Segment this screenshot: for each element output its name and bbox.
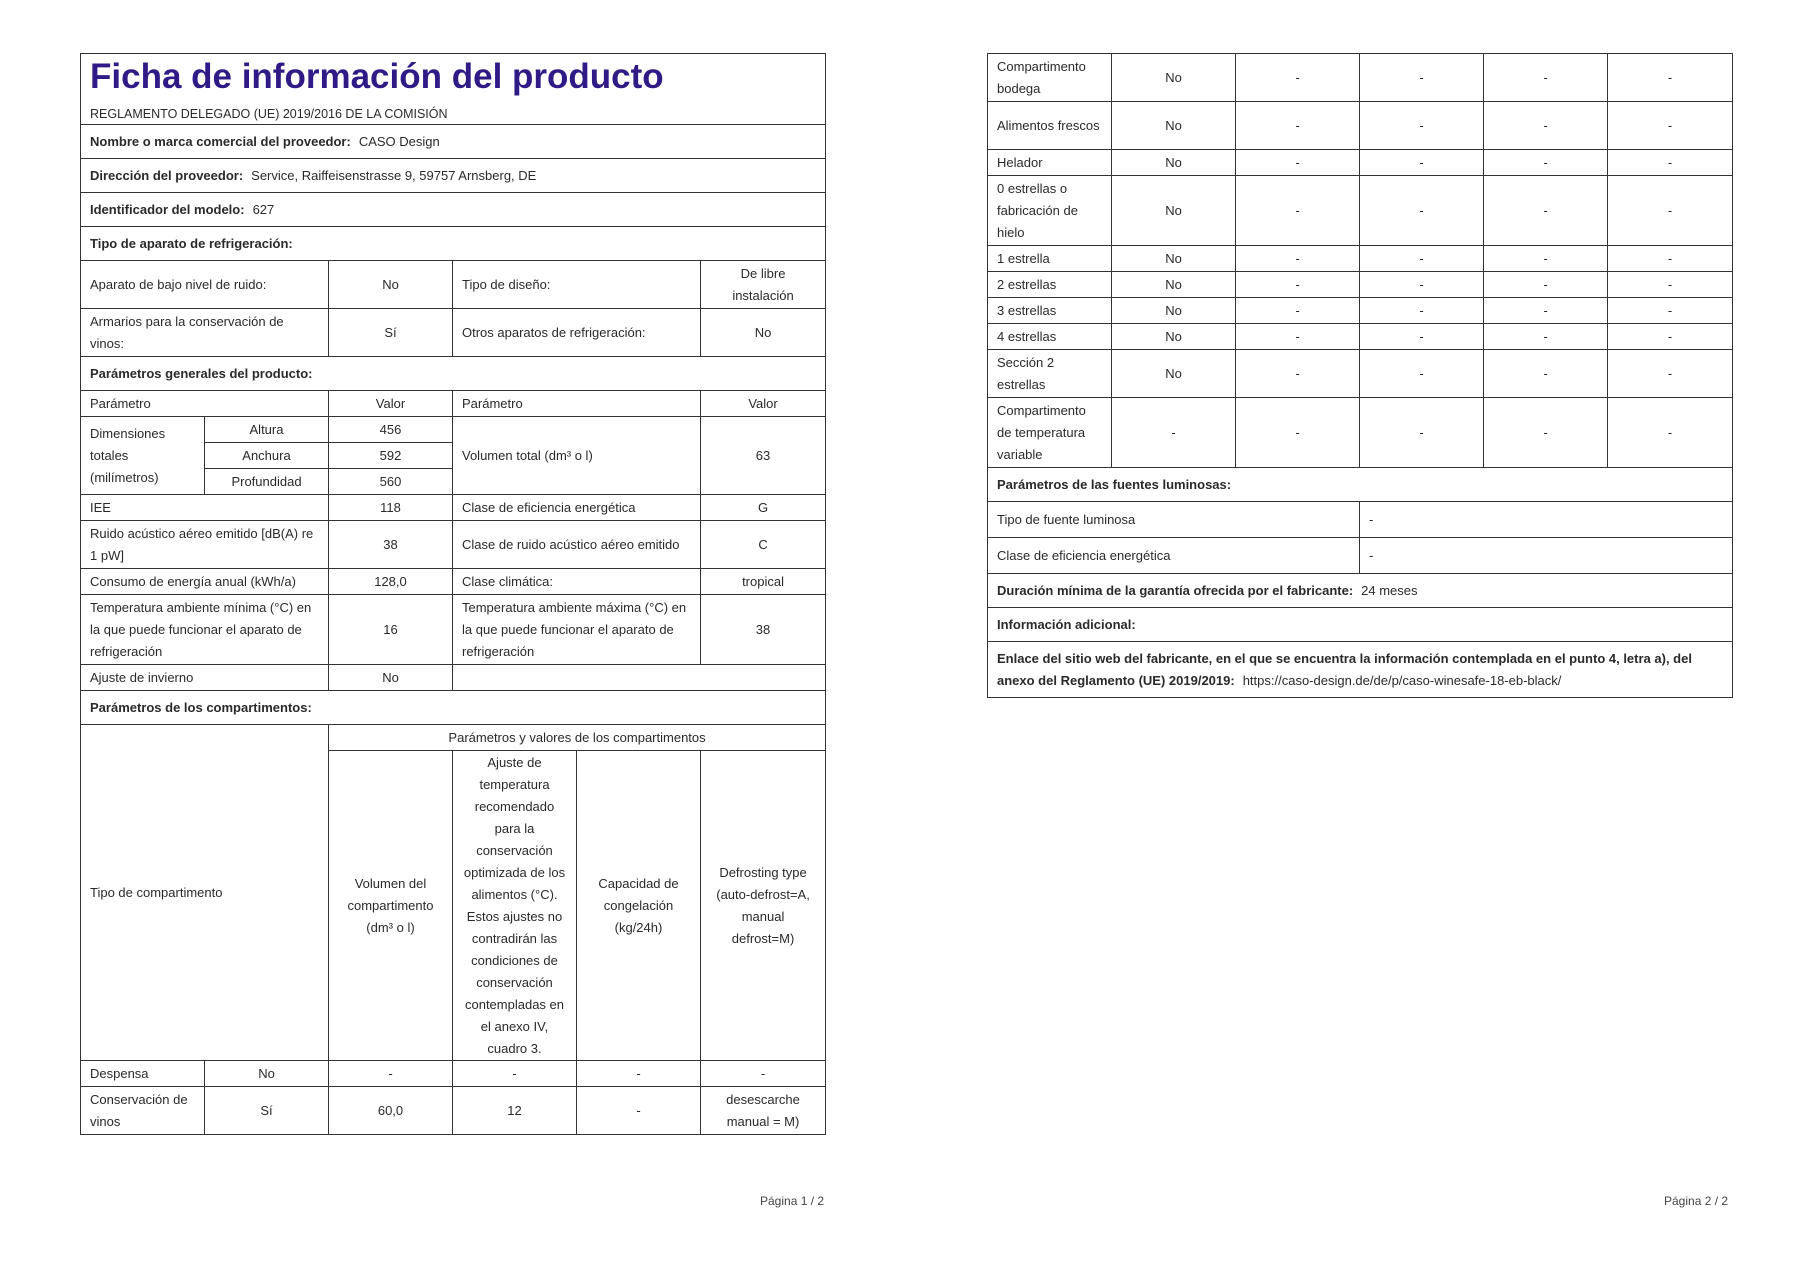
- max-temp-value: 38: [701, 595, 826, 665]
- comp-col-freeze: Capacidad de congelación (kg/24h): [577, 751, 701, 1061]
- table-row: Alimentos frescos No - - - -: [988, 102, 1733, 150]
- winter-row: Ajuste de invierno No: [81, 665, 826, 691]
- depth-value: 560: [329, 469, 453, 495]
- height-value: 456: [329, 417, 453, 443]
- light-class-value: -: [1360, 538, 1733, 574]
- warranty-label: Duración mínima de la garantía ofrecida por el fabricante:: [997, 582, 1354, 598]
- noise-value: 38: [329, 521, 453, 569]
- eei-value: 118: [329, 495, 453, 521]
- other-appliances-value: No: [701, 309, 826, 357]
- model-row: [81, 193, 826, 227]
- model-label: Identificador del modelo:: [90, 201, 245, 217]
- additional-info-row: Información adicional:: [988, 608, 1733, 642]
- winter-value: No: [329, 665, 453, 691]
- compartments-table: [987, 53, 1733, 698]
- table-row: 0 estrellas o fabricación de hielo No - - - -: [988, 176, 1733, 246]
- table-row: 1 estrella No - - - -: [988, 246, 1733, 272]
- page-1: [80, 53, 825, 1135]
- min-temp-value: 16: [329, 595, 453, 665]
- climate-class-value: tropical: [701, 569, 826, 595]
- temperature-row: Temperatura ambiente mínima (°C) en la que puede funcionar el aparato de refrigeración 16 Temperatura ambiente máxima (°C) en la que puede funcionar el aparato de refrigeración 38: [81, 595, 826, 665]
- dimensions-label: Dimensiones totales (milímetros): [81, 417, 205, 495]
- weblink-label: Enlace del sitio web del fabricante, en el que se encuentra la información contemplada en el punto 4, letra a), del anexo del Reglamento (UE) 2019/2019:: [997, 650, 1692, 688]
- width-value: 592: [329, 443, 453, 469]
- regulation-subtitle: REGLAMENTO DELEGADO (UE) 2019/2016 DE LA COMISIÓN: [90, 107, 448, 121]
- wine-cabinet-row: Armarios para la conservación de vinos: Sí Otros aparatos de refrigeración: No: [81, 309, 826, 357]
- comp-col-temp: Ajuste de temperatura recomendado para la conservación optimizada de los alimentos (°C). Estos ajustes no contradirán las condiciones de conservación contempladas en el anexo IV, cuadro 3.: [453, 751, 577, 1061]
- wine-cabinet-value: Sí: [329, 309, 453, 357]
- general-params-header: Parámetros generales del producto:: [81, 357, 826, 391]
- table-row: 2 estrellas No - - - -: [988, 272, 1733, 298]
- address-value: Service, Raiffeisenstrasse 9, 59757 Arnsberg, DE: [251, 167, 537, 183]
- comp-col-volume: Volumen del compartimento (dm³ o l): [329, 751, 453, 1061]
- noise-row: Ruido acústico aéreo emitido [dB(A) re 1 pW] 38 Clase de ruido acústico aéreo emitido C: [81, 521, 826, 569]
- annual-energy-value: 128,0: [329, 569, 453, 595]
- table-row: Despensa No - - - -: [81, 1061, 826, 1087]
- light-params-header: Parámetros de las fuentes luminosas:: [988, 468, 1733, 502]
- comp-params-header-row: Tipo de compartimento Parámetros y valores de los compartimentos: [81, 725, 826, 751]
- low-noise-value: No: [329, 261, 453, 309]
- eei-row: IEE 118 Clase de eficiencia energética G: [81, 495, 826, 521]
- table-row: Helador No - - - -: [988, 150, 1733, 176]
- design-type-value: De libre instalación: [701, 261, 826, 309]
- light-type-row: Tipo de fuente luminosa -: [988, 502, 1733, 538]
- table-row: Compartimento de temperatura variable - - - - -: [988, 398, 1733, 468]
- model-value: 627: [252, 201, 275, 217]
- compartments-header: Parámetros de los compartimentos:: [81, 691, 826, 725]
- table-row: 4 estrellas No - - - -: [988, 324, 1733, 350]
- low-noise-row: Aparato de bajo nivel de ruido: No Tipo de diseño: De libre instalación: [81, 261, 826, 309]
- light-class-row: Clase de eficiencia energética -: [988, 538, 1733, 574]
- product-info-table: [80, 53, 826, 1135]
- title-row: [81, 54, 826, 125]
- warranty-value: 24 meses: [1361, 582, 1418, 598]
- annual-energy-row: Consumo de energía anual (kWh/a) 128,0 Clase climática: tropical: [81, 569, 826, 595]
- page-2: [987, 53, 1732, 698]
- page-number: Página 2 / 2: [1664, 1194, 1729, 1208]
- supplier-value: CASO Design: [358, 133, 440, 149]
- page-number: Página 1 / 2: [760, 1194, 825, 1208]
- address-row: [81, 159, 826, 193]
- weblink-value[interactable]: https://caso-design.de/de/p/caso-winesafe-18-eb-black/: [1242, 672, 1562, 688]
- table-row: Conservación de vinos Sí 60,0 12 - desescarche manual = M): [81, 1087, 826, 1135]
- total-volume-value: 63: [701, 417, 826, 495]
- warranty-row: [988, 574, 1733, 608]
- comp-col-defrost: Defrosting type (auto-defrost=A, manual defrost=M): [701, 751, 826, 1061]
- params-column-header: Parámetro Valor Parámetro Valor: [81, 391, 826, 417]
- light-type-value: -: [1360, 502, 1733, 538]
- address-label: Dirección del proveedor:: [90, 167, 244, 183]
- table-row: 3 estrellas No - - - -: [988, 298, 1733, 324]
- width-row: Anchura 592: [81, 443, 826, 469]
- table-row: Compartimento bodega No - - - -: [988, 54, 1733, 102]
- supplier-label: Nombre o marca comercial del proveedor:: [90, 133, 351, 149]
- depth-row: Profundidad 560: [81, 469, 826, 495]
- table-row: Sección 2 estrellas No - - - -: [988, 350, 1733, 398]
- energy-class-value: G: [701, 495, 826, 521]
- page-title: Ficha de información del producto: [90, 57, 664, 96]
- noise-class-value: C: [701, 521, 826, 569]
- supplier-row: [81, 125, 826, 159]
- height-row: Dimensiones totales (milímetros) Altura 456 Volumen total (dm³ o l) 63: [81, 417, 826, 443]
- comp-type-label: Tipo de compartimento: [81, 725, 329, 1061]
- weblink-row: [988, 642, 1733, 698]
- appliance-type-header: Tipo de aparato de refrigeración:: [81, 227, 826, 261]
